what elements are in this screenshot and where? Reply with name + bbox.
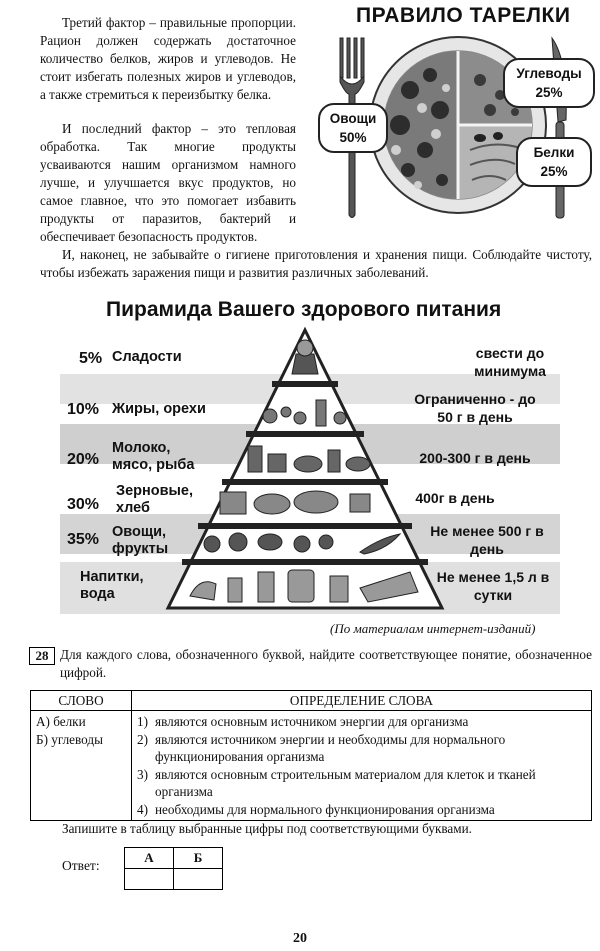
tier-recommendation [400,489,510,507]
definition-number: 1) [137,714,148,729]
definition-text: являются источником энергии и необходимы для нормального функционирования организма [155,731,506,764]
tier-rec-line: минимума [474,363,546,379]
veg-bubble [318,103,388,153]
tier-label: Сладости [112,349,182,365]
table-row [31,711,592,821]
tier-percent: 10% [67,401,100,418]
answer-table [124,847,223,890]
definitions-table [30,690,592,821]
definition-number: 4) [137,801,148,817]
protein-percent: 25% [540,164,568,179]
definition-item [137,713,586,731]
tier-recommendation [400,449,550,467]
answer-cell-a[interactable] [125,869,174,890]
tier-label-line: Молоко, [112,440,171,456]
col-definition-header: ОПРЕДЕЛЕНИЕ СЛОВА [132,691,592,711]
tier-recommendation [450,344,570,380]
intro-paragraph-3: И, наконец, не забывайте о гигиене приготовления и хранения пищи. Соблюдайте чистоту, чтобы избежать заражения пищи и развития различных заболеваний. [40,247,592,280]
intro-paragraph-2: И последний фактор – это тепловая обработка. Так многие продукты усваиваются нашим организмом намного лучше, и улучшается вкус продуктов, но самое главное, что это помогает избавить продукты от паразитов, бактерий и обеспечивает безопасность продуктов. [40,121,296,244]
definition-item [137,731,586,766]
source-note: (По материалам интернет-изданий) [330,621,536,636]
tier-rec-line: Ограниченно - до [414,391,536,407]
tier-rec-line: 400г в день [415,490,495,506]
tier-rec-line: Не менее 500 г в [430,523,544,539]
tier-label [116,483,193,517]
answer-header-row [125,848,223,869]
tier-label: Жиры, орехи [112,401,206,417]
veg-label: Овощи [329,111,377,126]
definition-text: являются основным источником энергии для организма [155,714,469,729]
tier-label-line: мясо, рыба [112,457,195,473]
definition-text: являются основным строительным материалом для клеток и тканей организма [155,766,536,799]
tier-label [112,440,194,474]
tier-percent: 5% [79,350,103,367]
protein-label: Белки [533,145,575,160]
col-word-header: СЛОВО [31,691,132,711]
task-text: Для каждого слова, обозначенного буквой, найдите соответствующее понятие, обозначенное цифрой. [60,647,592,680]
tier-label-line: хлеб [116,500,150,516]
pyramid-title: Пирамида Вашего здорового питания [106,298,502,321]
carbs-percent: 25% [535,85,563,100]
food-pyramid [160,326,450,612]
tier-rec-line: Не менее 1,5 л в [436,569,550,585]
tier-label-line: фрукты [112,541,169,557]
tier-label-line: Овощи, [112,524,167,540]
answer-cell-b[interactable] [174,869,223,890]
word-item: Б) углеводы [36,731,103,747]
answer-label: Ответ: [62,858,100,873]
answer-col-b: Б [174,848,223,869]
page-number: 20 [293,931,307,946]
tier-rec-line: 50 г в день [437,409,513,425]
protein-bubble [516,137,592,187]
tier-recommendation [418,568,568,604]
tier-rec-line: сутки [473,587,513,603]
task-number-box: 28 [29,647,55,665]
tier-label-line: вода [80,586,115,602]
answer-input-row [125,869,223,890]
tier-recommendation [400,390,550,426]
tier-percent: 20% [67,451,100,468]
tier-percent: 30% [67,496,100,513]
definition-number: 3) [137,766,148,782]
tier-rec-line: день [470,541,504,557]
plate-title: ПРАВИЛО ТАРЕЛКИ [356,4,571,27]
tier-label-line: Напитки, [80,569,144,585]
definition-item [137,766,586,801]
table-header-row [31,691,592,711]
words-cell [31,711,132,821]
veg-percent: 50% [339,130,367,145]
carbs-label: Углеводы [516,66,582,81]
answer-col-a: А [125,848,174,869]
tier-rec-line: 200-300 г в день [419,450,531,466]
tier-label [112,524,168,558]
intro-paragraph-1: Третий фактор – правильные пропорции. Рацион должен содержать достаточное количество белков, жиров и углеводов. Не стоит избегать полезных жиров и углеводов, а также стремиться к переизбытку белка. [40,15,296,102]
tier-label-line: Зерновые, [116,483,194,499]
instruction-text: Запишите в таблицу выбранные цифры под соответствующими буквами. [62,821,472,836]
definition-item [137,801,586,819]
word-item: А) белки [36,714,86,729]
tier-label [80,569,144,603]
definition-number: 2) [137,731,148,747]
tier-percent: 35% [67,531,100,548]
tier-rec-line: свести до [475,345,545,361]
tier-recommendation [412,522,562,558]
carbs-bubble [503,58,595,108]
definitions-cell [132,711,592,821]
definition-text: необходимы для нормального функционирования организма [155,801,495,817]
